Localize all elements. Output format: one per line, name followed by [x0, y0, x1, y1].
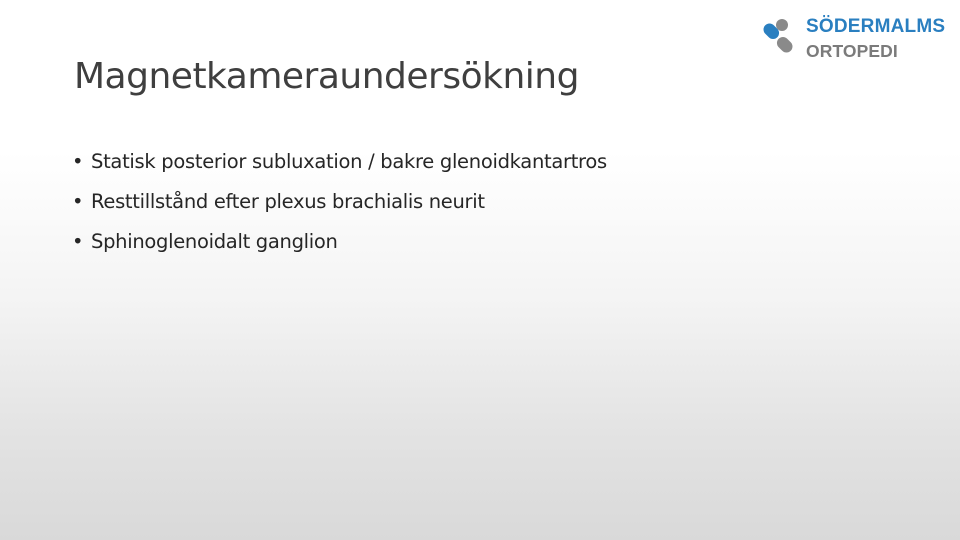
bullet-text: Statisk posterior subluxation / bakre glenoidkantartros [91, 150, 607, 173]
bullet-list [72, 146, 607, 266]
slide-title: Magnetkameraundersökning [74, 56, 579, 97]
bullet-text: Resttillstånd efter plexus brachialis neurit [91, 190, 485, 213]
bullet-marker: • [72, 150, 84, 173]
bullet-item [72, 146, 607, 186]
logo [756, 14, 946, 66]
bullet-item [72, 186, 607, 226]
logo-text-ortopedi: ORTOPEDI [806, 41, 898, 61]
bullet-marker: • [72, 190, 84, 213]
bone-joint-logo-icon [756, 14, 804, 62]
bullet-text: Sphinoglenoidalt ganglion [91, 230, 338, 253]
bullet-marker: • [72, 230, 84, 253]
bullet-item [72, 226, 607, 266]
logo-text-sodermalms: SÖDERMALMS [806, 16, 946, 37]
